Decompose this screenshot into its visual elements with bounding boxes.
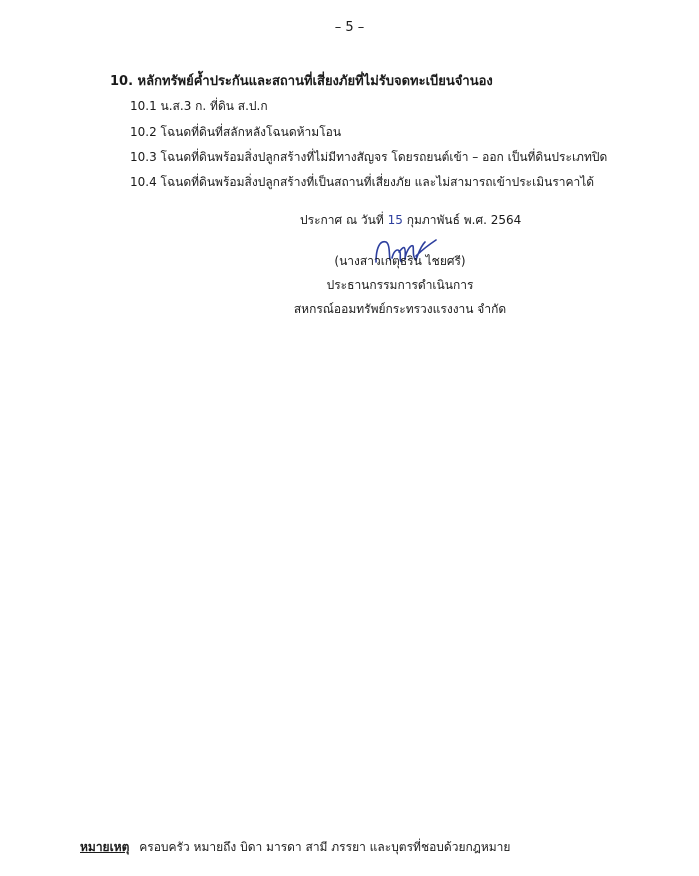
list-item: 10.4 โฉนดที่ดินพร้อมสิ่งปลูกสร้างที่เป็นสถานที่เสี่ยงภัย และไม่สามารถเข้าประเมินราคาได้	[130, 175, 595, 189]
list-item: 10.3 โฉนดที่ดินพร้อมสิ่งปลูกสร้างที่ไม่มีทางสัญจร โดยรถยนต์เข้า – ออก เป็นที่ดินประเภทปิด	[130, 150, 608, 164]
signer-name: (นางสาวเกตุธริน ไชยศรี)	[334, 254, 466, 268]
footnote-label: หมายเหตุ	[80, 840, 130, 854]
announcement-prefix: ประกาศ ณ วันที่	[300, 213, 384, 227]
footnote-text: ครอบครัว หมายถึง บิดา มารดา สามี ภรรยา และบุตรที่ชอบด้วยกฎหมาย	[139, 840, 511, 854]
list-item: 10.2 โฉนดที่ดินที่สลักหลังโฉนดห้ามโอน	[130, 125, 342, 139]
page-number: – 5 –	[334, 20, 365, 35]
signer-organization: สหกรณ์ออมทรัพย์กระทรวงแรงงาน จำกัด	[293, 302, 507, 316]
announcement-day: 15	[387, 213, 403, 227]
announcement-line	[300, 211, 521, 230]
announcement-suffix: กุมภาพันธ์ พ.ศ. 2564	[406, 213, 522, 227]
footnote	[80, 838, 510, 857]
signer-position: ประธานกรรมการดำเนินการ	[326, 278, 474, 292]
section-heading: 10. หลักทรัพย์ค้ำประกันและสถานที่เสี่ยงภัยที่ไม่รับจดทะเบียนจำนอง	[110, 74, 493, 89]
list-item: 10.1 น.ส.3 ก. ที่ดิน ส.ป.ก	[130, 99, 268, 113]
